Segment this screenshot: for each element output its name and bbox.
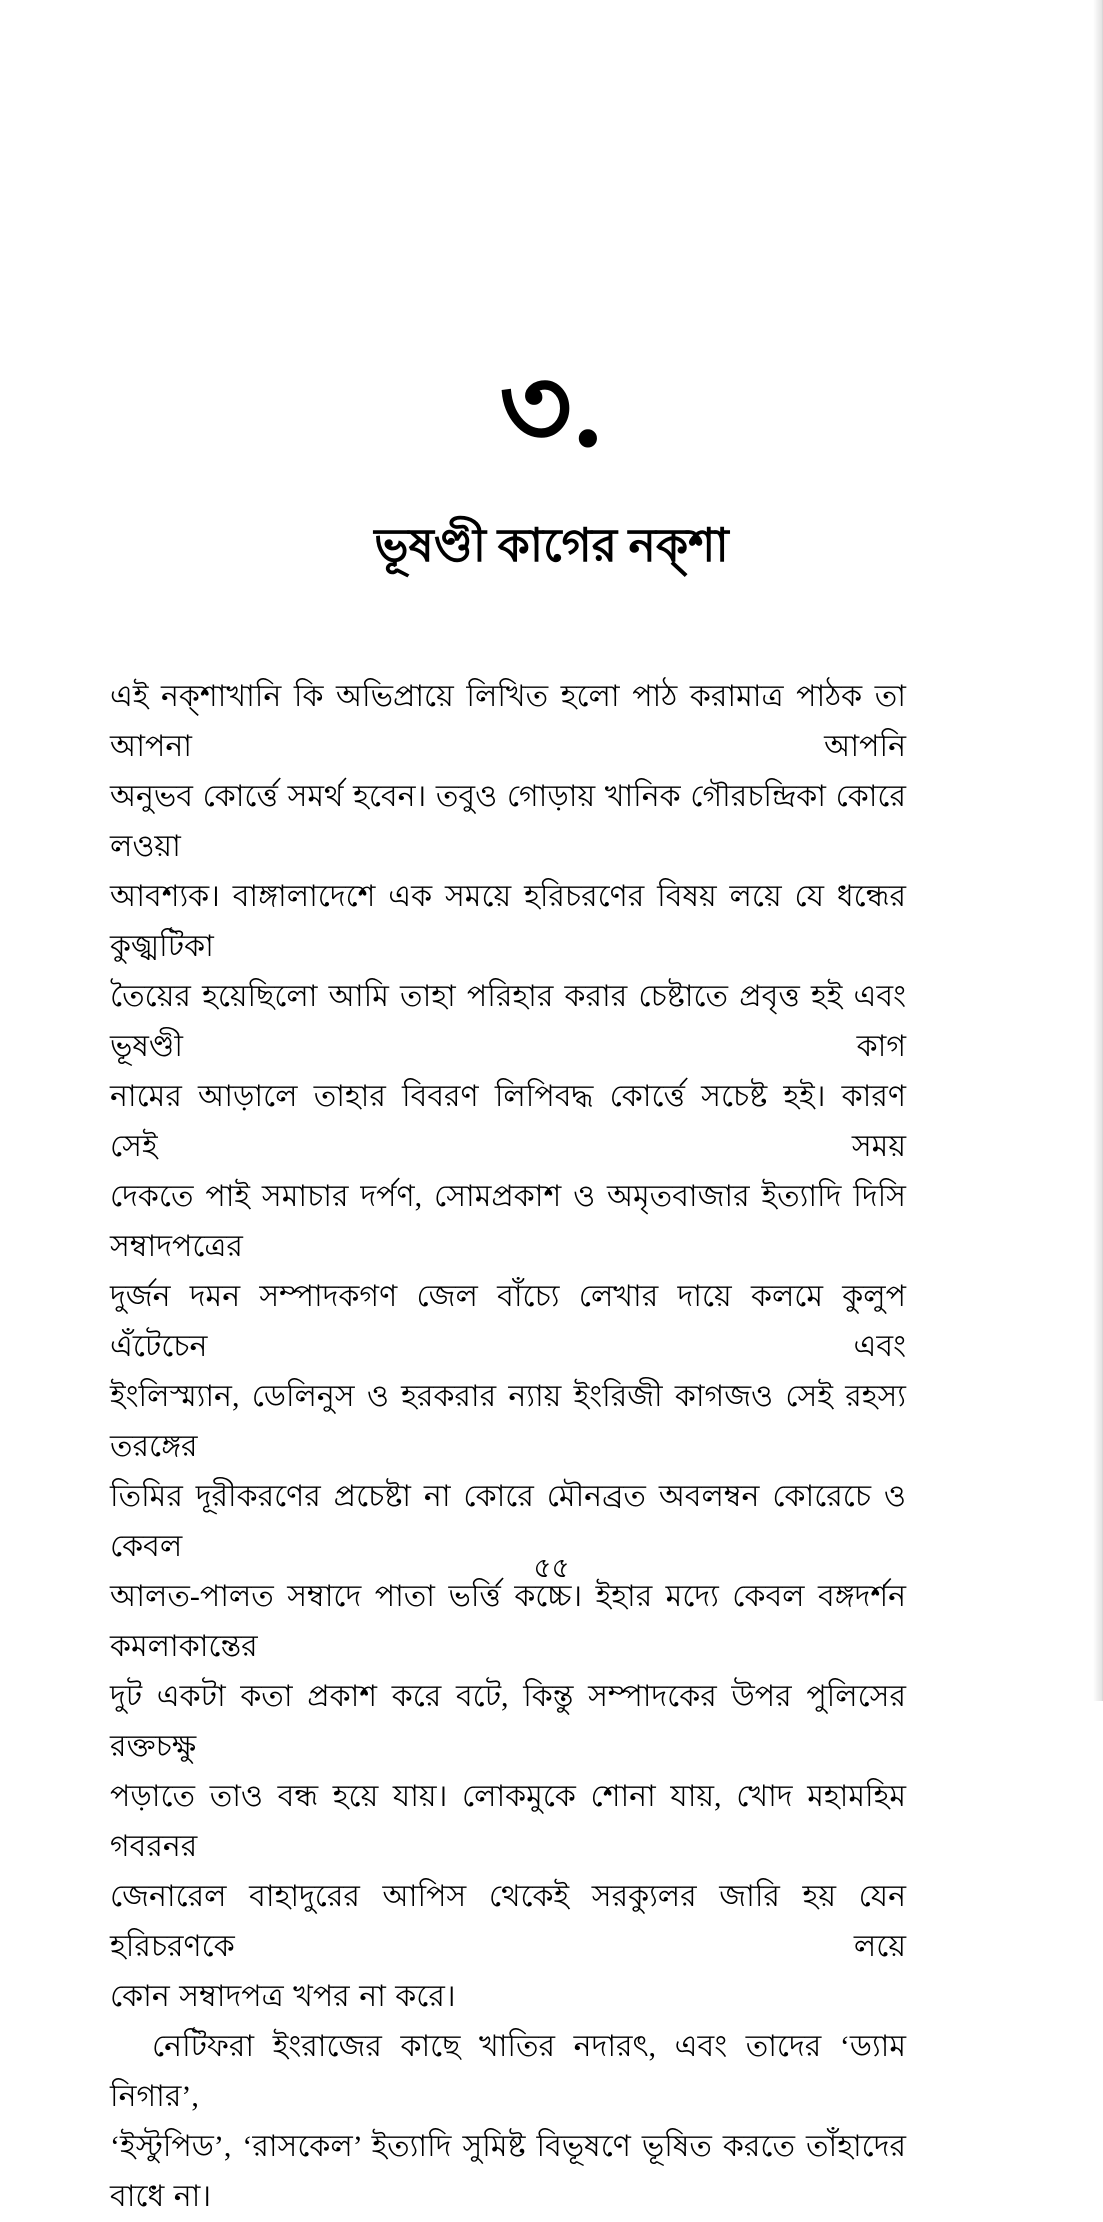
text-line: দুট একটা কতা প্রকাশ করে বটে, কিন্তু সম্পাদকের উপর পুলিসের রক্তচক্ষু — [110, 1680, 906, 1763]
chapter-title: ভূষণ্ডী কাগের নক্শা — [374, 520, 729, 571]
body-text — [110, 672, 906, 2222]
text-line: ‘ইস্টুপিড’, ‘রাসকেল’ ইত্যাদি সুমিষ্ট বিভূষণে ভূষিত করতে তাঁহাদের বাধে না। — [110, 2130, 906, 2213]
text-line: পড়াতে তাও বন্ধ হয়ে যায়। লোকমুকে শোনা যায়, খোদ মহামহিম গবরনর — [110, 1780, 906, 1863]
paragraph-2 — [110, 2022, 906, 2222]
text-line: কোন সম্বাদপত্র খপর না করে। — [110, 1980, 456, 2013]
text-line: তৈয়ের হয়েছিলো আমি তাহা পরিহার করার চেষ্টাতে প্রবৃত্ত হই এবং ভূষণ্ডী কাগ — [110, 980, 906, 1063]
text-line: জেনারেল বাহাদুরের আপিস থেকেই সরক্যুলর জারি হয় যেন হরিচরণকে লয়ে — [110, 1880, 906, 1963]
text-line: আলত-পালত সম্বাদে পাতা ভর্ত্তি কচ্চে। ইহার মদ্যে কেবল বঙ্গদর্শন কমলাকান্তের — [110, 1580, 906, 1663]
text-line: এই নক্শাখানি কি অভিপ্রায়ে লিখিত হলো পাঠ করামাত্র পাঠক তা আপনা আপনি — [110, 680, 906, 763]
text-line: দুর্জন দমন সম্পাদকগণ জেল বাঁচ্যে লেখার দায়ে কলমে কুলুপ এঁটেচেন এবং — [110, 1280, 906, 1363]
scan-edge-shadow — [1093, 0, 1103, 1701]
page-number: ৫৫ — [533, 1553, 570, 1584]
text-line: ইংলিস্ম্যান, ডেলিনুস ও হরকরার ন্যায় ইংরিজী কাগজও সেই রহস্য তরঙ্গের — [110, 1380, 906, 1463]
text-line: নেটিফরা ইংরাজের কাছে খাতির নদারৎ, এবং তাদের ‘ড্যাম নিগার’, — [110, 2030, 906, 2113]
text-line: দেকতে পাই সমাচার দর্পণ, সোমপ্রকাশ ও অমৃতবাজার ইত্যাদি দিসি সম্বাদপত্রের — [110, 1180, 906, 1263]
paragraph-1 — [110, 672, 906, 2022]
text-line: আবশ্যক। বাঙ্গালাদেশে এক সময়ে হরিচরণের বিষয় লয়ে যে ধন্ধের কুজ্ঝটিকা — [110, 880, 906, 963]
text-line: নামের আড়ালে তাহার বিবরণ লিপিবদ্ধ কোর্ত্তে সচেষ্ট হই। কারণ সেই সময় — [110, 1080, 906, 1163]
text-line: তিমির দূরীকরণের প্রচেষ্টা না কোরে মৌনব্রত অবলম্বন কোরেচে ও কেবল — [110, 1480, 906, 1563]
chapter-number: ৩. — [499, 347, 604, 471]
text-line: অনুভব কোর্ত্তে সমর্থ হবেন। তবুও গোড়ায় খানিক গৌরচন্দ্রিকা কোরে লওয়া — [110, 780, 906, 863]
